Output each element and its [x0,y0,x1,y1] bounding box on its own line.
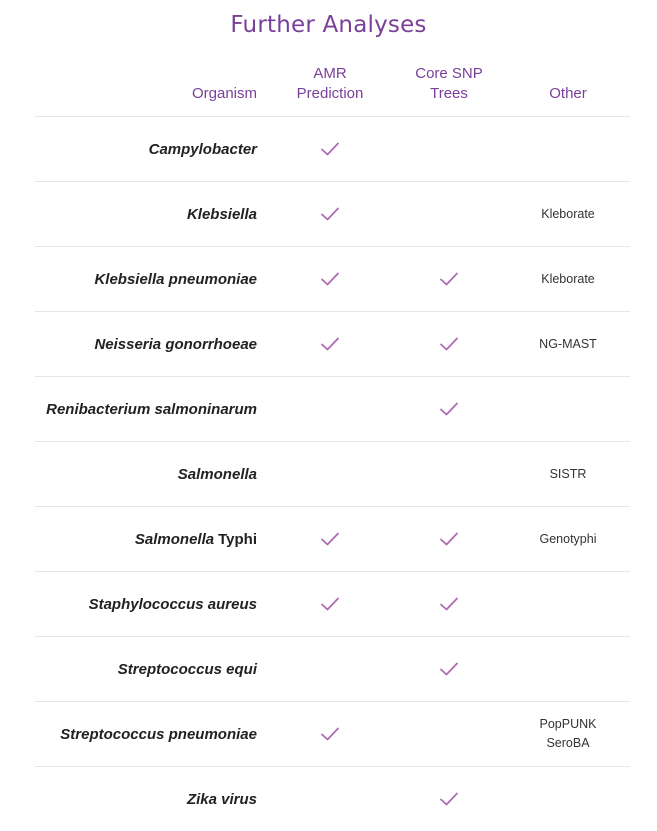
snp-check-icon [392,572,506,636]
amr-check-icon [273,312,387,376]
organism-cell [35,637,257,701]
column-header-other: Other [549,85,587,102]
table-row [35,637,630,702]
amr-check-icon [273,117,387,181]
organism-name: Streptococcus equi [117,660,257,678]
organism-cell [35,247,257,311]
organism-name: Klebsiella pneumoniae [94,270,257,288]
snp-check-icon [392,247,506,311]
column-header-snp [392,62,506,116]
organism-cell [35,182,257,246]
organism-cell [35,702,257,766]
table-row [35,377,630,442]
table-header [35,62,630,117]
organism-name: Zika virus [186,790,257,808]
table-row [35,572,630,637]
amr-header-line2: Prediction [296,85,364,102]
column-header-amr [273,62,387,116]
other-cell [511,507,625,571]
page-title: Further Analyses [230,12,427,38]
other-cell [511,312,625,376]
table-row [35,247,630,312]
organism-cell [35,377,257,441]
organism-name: Salmonella [177,465,257,483]
other-cell [511,377,625,441]
snp-header-line2: Trees [430,85,468,102]
organism-cell [35,117,257,181]
other-cell [511,637,625,701]
snp-check-icon [392,377,506,441]
snp-check-icon [392,637,506,701]
table-row [35,507,630,572]
table-row [35,702,630,767]
amr-header-line1: AMR [313,65,347,82]
organism-name: Renibacterium salmoninarum [46,400,257,418]
organism-cell [35,572,257,636]
organism-cell [35,312,257,376]
amr-check-icon [273,182,387,246]
organism-cell [35,442,257,506]
other-tool: Genotyphi [539,531,597,546]
table-row [35,442,630,507]
other-cell [511,572,625,636]
other-cell [511,117,625,181]
other-tool: NG-MAST [539,336,597,351]
organism-name: Salmonella [134,530,215,548]
column-header-organism: Organism [191,85,257,102]
other-cell [511,247,625,311]
table-row [35,312,630,377]
other-cell [511,702,625,766]
amr-check-icon [273,507,387,571]
amr-check-icon [273,247,387,311]
organism-name: Streptococcus pneumoniae [60,725,257,743]
other-cell [511,767,625,831]
snp-check-icon [392,507,506,571]
other-tool: Kleborate [541,271,595,286]
snp-check-icon [392,767,506,831]
organism-cell [35,767,257,831]
table-row [35,182,630,247]
snp-header-line1: Core SNP [415,65,483,82]
other-cell [511,182,625,246]
other-tool: PopPUNK [539,717,597,731]
organism-suffix: Typhi [218,530,257,548]
organism-cell [35,507,257,571]
amr-check-icon [273,572,387,636]
organism-name: Campylobacter [148,140,257,158]
other-tool: SeroBA [546,736,590,750]
table-row [35,767,630,831]
table-row [35,117,630,182]
organism-name: Staphylococcus aureus [88,595,257,613]
other-tool: Kleborate [541,206,595,221]
snp-check-icon [392,312,506,376]
organism-name: Klebsiella [186,205,257,223]
table-body [35,117,630,831]
organism-name: Neisseria gonorrhoeae [94,335,257,353]
other-cell [511,442,625,506]
other-tool: SISTR [549,466,587,481]
amr-check-icon [273,702,387,766]
